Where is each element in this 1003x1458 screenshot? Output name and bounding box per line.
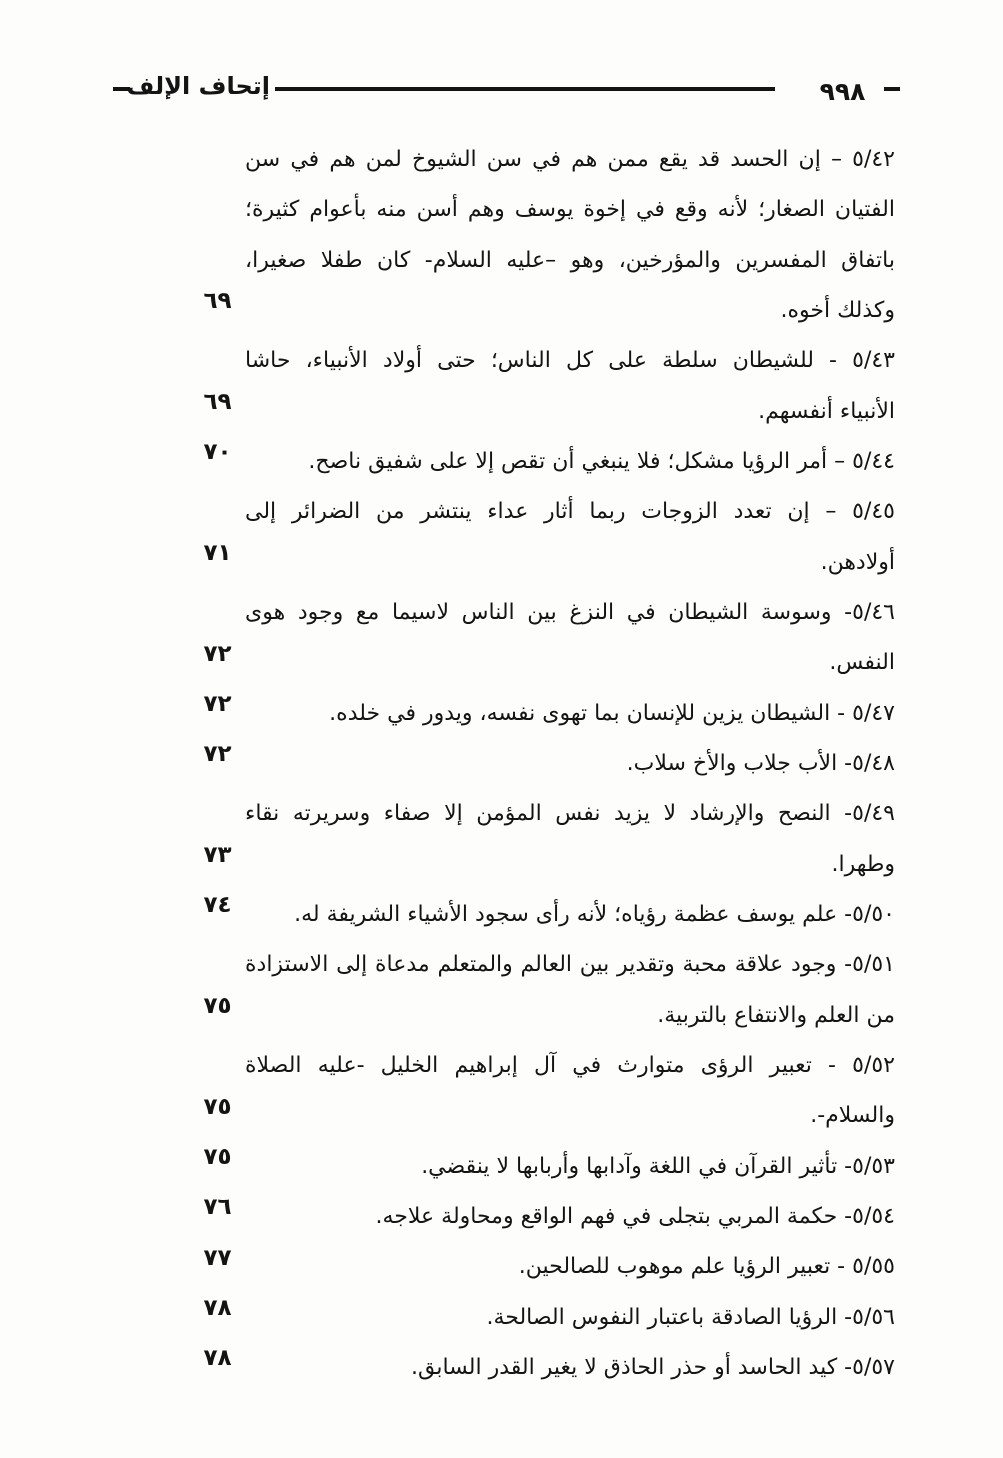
entry-line: ٥/٥٢ - تعبير الرؤى متوارث في آل إبراهيم الخليل -عليه الصلاة [245,1052,895,1078]
entry-page-number: ٧٤ [203,892,232,919]
index-entry [190,1192,895,1242]
entry-page-number: ٧٣ [203,841,232,868]
index-entry [190,135,895,336]
entry-page-number: ٧٥ [203,1093,232,1120]
index-entry [190,789,895,890]
entry-line: أولادهن. [820,549,895,575]
index-entry [190,1293,895,1343]
entry-line: ٥/٥٦- الرؤيا الصادقة باعتبار النفوس الصالحة. [486,1304,895,1330]
page-number: ٩٩٨ [819,77,866,106]
entry-line: وطهرا. [831,851,895,877]
index-entry [190,739,895,789]
entry-line: وكذلك أخوه. [780,297,895,323]
entry-text [245,1192,895,1242]
entry-text [245,487,895,588]
entry-line: ٥/٤٣ - للشيطان سلطة على كل الناس؛ حتى أولاد الأنبياء، حاشا [245,348,895,374]
entry-page-number: ٧٢ [203,741,232,768]
entry-line: الأنبياء أنفسهم. [758,398,895,424]
running-head-title: إتحاف الإلف [126,72,270,100]
entry-text [245,890,895,940]
entry-line: ٥/٤٢ – إن الحسد قد يقع ممن هم في سن الشيوخ لمن هم في سن [245,147,895,172]
index-entry [190,1142,895,1192]
entry-line: ٥/٤٤ – أمر الرؤيا مشكل؛ فلا ينبغي أن تقص إلا على شفيق ناصح. [308,448,895,474]
index-entry [190,588,895,689]
entry-line: ٥/٤٧ - الشيطان يزين للإنسان بما تهوى نفسه، ويدور في خلده. [329,700,895,726]
entry-text [245,1041,895,1142]
entry-page-number: ٧٢ [203,640,232,667]
index-entry [190,940,895,1041]
index-entry [190,437,895,487]
entry-page-number: ٧٦ [203,1194,232,1221]
entry-text [245,437,895,487]
entry-page-number: ٧٥ [203,992,232,1019]
entry-page-number: ٧٨ [203,1345,232,1372]
index-list [190,135,895,1393]
entry-line: الفتيان الصغار؛ لأنه وقع في إخوة يوسف وهم أسن منه بأعوام كثيرة؛ [245,197,895,223]
entry-line: النفس. [829,650,895,676]
entry-text [245,1142,895,1192]
entry-line: ٥/٥٣- تأثير القرآن في اللغة وآدابها وأربابها لا ينقضي. [421,1153,895,1179]
entry-line: ٥/٥٥ - تعبير الرؤيا علم موهوب للصالحين. [518,1254,895,1280]
entry-text [245,1242,895,1292]
index-entry [190,336,895,437]
index-entry [190,1242,895,1292]
entry-page-number: ٧١ [203,539,232,566]
entry-line: والسلام-. [810,1103,895,1129]
entry-page-number: ٦٩ [203,288,232,315]
entry-text [245,789,895,890]
entry-page-number: ٧٢ [203,690,232,717]
entry-page-number: ٧٧ [203,1244,232,1271]
entry-text [245,588,895,689]
entry-text [245,940,895,1041]
entry-text [245,336,895,437]
entry-line: ٥/٤٩- النصح والإرشاد لا يزيد نفس المؤمن إلا صفاء وسريرته نقاء [245,801,895,827]
entry-text [245,1293,895,1343]
entry-line: باتفاق المفسرين والمؤرخين، وهو –عليه السلام- كان طفلا صغيرا، [245,247,895,273]
header-rule [275,87,775,91]
header-right-dash [884,87,900,91]
entry-line: ٥/٤٨- الأب جلاب والأخ سلاب. [626,750,895,776]
entry-text [245,1343,895,1393]
entry-text [245,739,895,789]
entry-line: ٥/٥٠- علم يوسف عظمة رؤياه؛ لأنه رأى سجود الأشياء الشريفة له. [294,901,895,927]
entry-page-number: ٦٩ [203,388,232,415]
entry-line: ٥/٥٧- كيد الحاسد أو حذر الحاذق لا يغير القدر السابق. [411,1354,895,1380]
entry-line: من العلم والانتفاع بالتربية. [657,1002,895,1028]
entry-line: ٥/٥٤- حكمة المربي بتجلى في فهم الواقع ومحاولة علاجه. [375,1203,895,1229]
entry-text [245,689,895,739]
entry-page-number: ٧٠ [203,439,232,466]
index-entry [190,1041,895,1142]
entry-page-number: ٧٨ [203,1294,232,1321]
entry-page-number: ٧٥ [203,1143,232,1170]
index-entry [190,890,895,940]
entry-line: ٥/٤٦- وسوسة الشيطان في النزغ بين الناس لاسيما مع وجود هوى [245,599,895,625]
index-entry [190,1343,895,1393]
entry-line: ٥/٥١- وجود علاقة محبة وتقدير بين العالم والمتعلم مدعاة إلى الاستزادة [245,952,895,978]
index-entry [190,689,895,739]
entry-line: ٥/٤٥ – إن تعدد الزوجات ربما أثار عداء ينتشر من الضرائر إلى [245,499,895,525]
index-entry [190,487,895,588]
entry-text [245,135,895,336]
